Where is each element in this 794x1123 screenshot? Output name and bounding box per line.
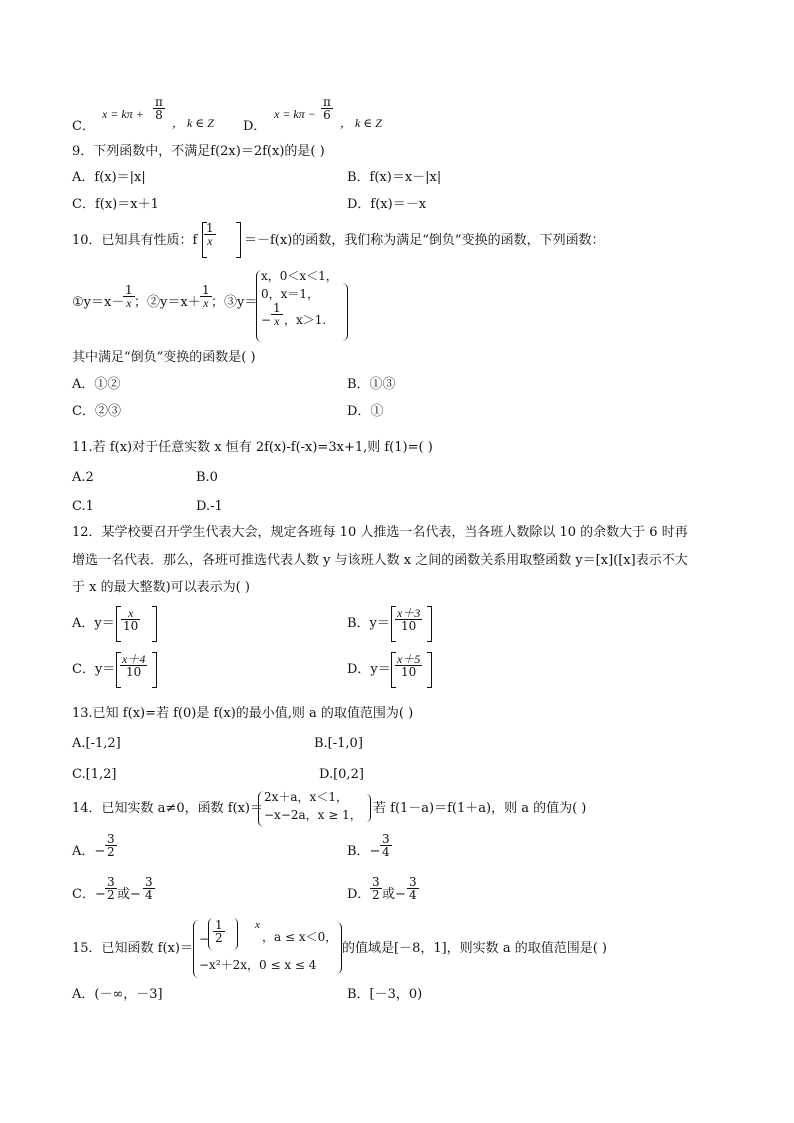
q13-option-c: C.[1,2] bbox=[72, 767, 117, 782]
q11-stem: 11.若 f(x)对于任意实数 x 恒有 2f(x)-f(-x)=3x+1,则 f(1)=( ) bbox=[72, 440, 433, 455]
q8-c-expr: x = kπ + bbox=[102, 107, 144, 121]
q10-case-1: x，0＜x＜1， bbox=[261, 269, 338, 283]
q13-option-b: B.[-1,0] bbox=[314, 736, 363, 751]
q14-d-prefix: D． bbox=[347, 887, 371, 902]
q12-a-fraction: $\frac{x}{10}$ bbox=[123, 606, 139, 633]
q14-d-mid: 或− bbox=[382, 887, 406, 902]
q15-case-1-cond: ，a ≤ x＜0， bbox=[262, 930, 338, 944]
q10-case-3-suffix: ，x＞1. bbox=[284, 313, 327, 327]
q15-case-2: −x²＋2x，0 ≤ x ≤ 4 bbox=[199, 958, 317, 972]
q14-c-fraction-1: $\frac{3}{2}$ bbox=[107, 875, 115, 902]
q11-option-a: A.2 bbox=[72, 470, 94, 485]
q14-b-prefix: B．− bbox=[347, 844, 381, 859]
q12-line-1: 12．某学校要召开学生代表大会，规定各班每 10 人推选一名代表，当各班人数除以 10 的余数大于 6 时再 bbox=[72, 525, 688, 540]
q10-f2-fraction: $\frac{1}{x}$ bbox=[202, 283, 210, 310]
q14-c-fraction-2: $\frac{3}{4}$ bbox=[145, 875, 153, 902]
q12-b-prefix: B．y＝ bbox=[347, 616, 390, 631]
q14-case-right bbox=[366, 794, 371, 822]
q15-case-1-neg: − bbox=[199, 932, 210, 946]
q11-option-d: D.-1 bbox=[196, 499, 223, 514]
q15-stem-prefix: 15．已知函数 f(x)＝ bbox=[72, 941, 193, 956]
q14-stem-suffix: 若 f(1－a)＝f(1＋a)，则 a 的值为( ) bbox=[373, 801, 587, 816]
q14-d-fraction-2: $\frac{3}{4}$ bbox=[409, 875, 417, 902]
q10-option-b: B．①③ bbox=[347, 377, 396, 392]
q9-stem: 9．下列函数中，不满足f(2x)＝2f(x)的是( ) bbox=[72, 144, 325, 159]
q12-c-prefix: C．y＝ bbox=[72, 662, 116, 677]
q8-d-letter: D． bbox=[243, 119, 267, 134]
q14-stem-prefix: 14．已知实数 a≠0，函数 f(x)＝ bbox=[72, 801, 264, 816]
q10-case-right bbox=[342, 283, 348, 341]
q12-d-prefix: D．y＝ bbox=[347, 662, 391, 677]
q13-stem: 13.已知 f(x)=若 f(0)是 f(x)的最小值,则 a 的取值范围为( ) bbox=[72, 706, 414, 721]
q14-d-fraction-1: $\frac{3}{2}$ bbox=[372, 875, 380, 902]
q12-line-3: 于 x 的最大整数)可以表示为( ) bbox=[72, 580, 250, 595]
q12-b-floor-right bbox=[427, 606, 432, 642]
q15-case-1-exponent: x bbox=[255, 919, 260, 931]
q8-c-tail: ， k ∈ Z bbox=[172, 116, 214, 130]
q14-case-1: 2x＋a，x＜1， bbox=[264, 790, 348, 804]
q8-d-fraction: $\frac{\pi}{6}$ bbox=[323, 95, 331, 122]
q8-c-fraction: $\frac{\pi}{8}$ bbox=[155, 95, 163, 122]
q14-b-fraction: $\frac{3}{4}$ bbox=[382, 832, 390, 859]
q10-right-paren bbox=[236, 222, 241, 258]
q10-case-3-prefix: − bbox=[261, 313, 272, 327]
q9-option-a: A．f(x)＝|x| bbox=[72, 170, 146, 185]
q12-a-prefix: A．y＝ bbox=[72, 616, 115, 631]
q12-d-fraction: $\frac{x+5}{10}$ bbox=[397, 652, 421, 679]
q12-c-fraction: $\frac{x+4}{10}$ bbox=[122, 652, 146, 679]
q12-a-floor-right bbox=[152, 606, 157, 642]
q9-option-c: C．f(x)＝x＋1 bbox=[72, 197, 159, 212]
q10-case-3-fraction: $\frac{1}{x}$ bbox=[273, 301, 281, 328]
q14-c-mid: 或− bbox=[117, 887, 141, 902]
q15-stem-suffix: 的值域是[－8，1]，则实数 a 的取值范围是( ) bbox=[342, 941, 607, 956]
q8-d-expr: x = kπ − bbox=[274, 107, 316, 121]
q12-line-2: 增选一名代表．那么，各班可推选代表人数 y 与该班人数 x 之间的函数关系用取整函数 y＝[x]([x]表示不大 bbox=[72, 553, 688, 568]
q10-left-paren bbox=[202, 222, 207, 258]
q12-c-floor-right bbox=[152, 652, 157, 688]
q10-option-c: C．②③ bbox=[72, 404, 121, 419]
q14-a-prefix: A．− bbox=[72, 844, 106, 859]
q9-option-d: D．f(x)＝－x bbox=[347, 197, 427, 212]
q13-option-d: D.[0,2] bbox=[319, 767, 364, 782]
q10-question: 其中满足“倒负”变换的函数是( ) bbox=[72, 350, 256, 365]
q11-option-b: B.0 bbox=[196, 470, 218, 485]
q10-f1-fraction: $\frac{1}{x}$ bbox=[125, 283, 133, 310]
q13-option-a: A.[-1,2] bbox=[72, 736, 121, 751]
q15-case-1-fraction: $\frac{1}{2}$ bbox=[215, 918, 223, 945]
q15-option-b: B．[－3，0) bbox=[347, 987, 423, 1002]
q15-case-1-right-paren bbox=[233, 918, 238, 950]
q14-a-fraction: $\frac{3}{2}$ bbox=[107, 832, 115, 859]
q10-f2-prefix: ；②y＝x＋ bbox=[134, 295, 201, 310]
q10-option-a: A．①② bbox=[72, 377, 121, 392]
q9-option-b: B．f(x)＝x－|x| bbox=[347, 170, 442, 185]
q10-stem-fraction: $\frac{1}{x}$ bbox=[206, 221, 214, 248]
q10-stem-suffix: ＝－f(x)的函数，我们称为满足“倒负”变换的函数，下列函数： bbox=[244, 233, 605, 248]
q11-option-c: C.1 bbox=[72, 499, 94, 514]
q12-b-fraction: $\frac{x+3}{10}$ bbox=[397, 606, 421, 633]
q10-case-2: 0，x＝1， bbox=[261, 287, 320, 301]
q10-option-d: D．① bbox=[347, 404, 384, 419]
q14-case-2: −x−2a，x ≥ 1， bbox=[264, 808, 362, 822]
q12-d-floor-right bbox=[427, 652, 432, 688]
q10-f3-prefix: ；③y＝ bbox=[211, 295, 258, 310]
q8-c-letter: C． bbox=[72, 119, 95, 134]
q10-f1-prefix: ①y＝x－ bbox=[72, 295, 125, 310]
q8-d-tail: ， k ∈ Z bbox=[340, 116, 382, 130]
q10-stem-prefix: 10．已知具有性质：f bbox=[72, 233, 198, 248]
q14-c-prefix: C．− bbox=[72, 887, 106, 902]
q15-option-a: A．(－∞，－3] bbox=[72, 987, 163, 1002]
